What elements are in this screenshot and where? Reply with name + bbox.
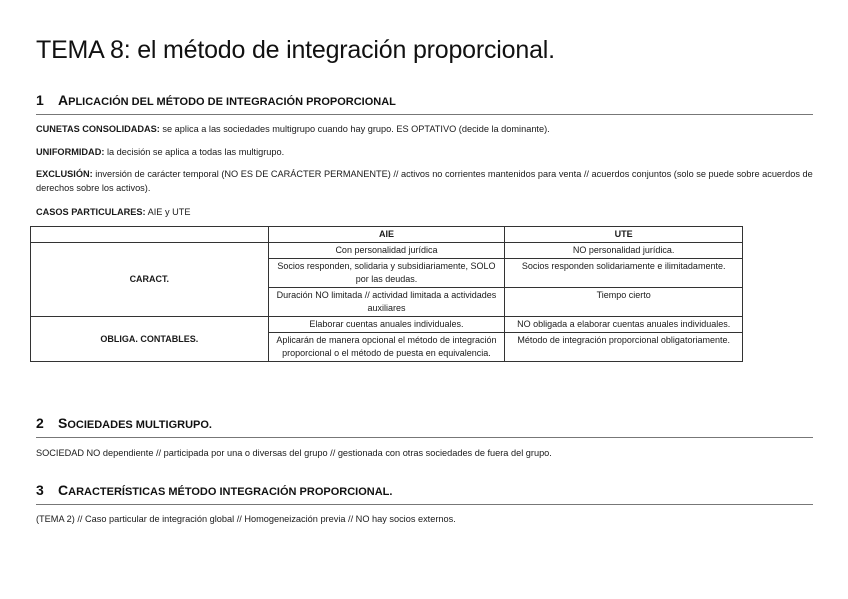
paragraph-text: inversión de carácter temporal (NO ES DE CARÁCTER PERMANENTE) // activos no corrientes mantenidos para venta // acuerdos conjuntos (solo se puede sobre acuerdos de derechos sobre los activos).	[36, 169, 813, 193]
table-header-aie: AIE	[268, 227, 505, 243]
paragraph-text: AIE y UTE	[145, 207, 191, 217]
heading-text: PLICACIÓN DEL MÉTODO DE INTEGRACIÓN PROPORCIONAL	[68, 96, 396, 108]
paragraph-exclusion	[36, 167, 814, 195]
paragraph-label: CASOS PARTICULARES:	[36, 207, 146, 217]
table-cell-aie: Aplicarán de manera opcional el método de integración proporcional o el método de puesta en equivalencia.	[268, 333, 505, 362]
table-header-empty	[31, 227, 269, 243]
paragraph-consolidated-accounts	[36, 122, 814, 136]
table-cell-ute: Socios responden solidariamente e ilimitadamente.	[505, 259, 743, 288]
paragraph-text: la decisión se aplica a todas las multigrupo.	[104, 147, 285, 157]
heading-text: ARACTERÍSTICAS MÉTODO INTEGRACIÓN PROPORCIONAL.	[68, 486, 393, 498]
section-number: 1	[36, 92, 44, 108]
paragraph-label: CUNETAS CONSOLIDADAS:	[36, 124, 160, 134]
table-cell-aie: Socios responden, solidaria y subsidiariamente, SOLO por las deudas.	[268, 259, 505, 288]
table-cell-aie: Duración NO limitada // actividad limitada a actividades auxiliares	[268, 288, 505, 317]
section-number: 2	[36, 415, 44, 431]
paragraph-label: EXCLUSIÓN:	[36, 169, 93, 179]
table-cell-aie: Con personalidad jurídica	[268, 243, 505, 259]
table-cell-ute: Método de integración proporcional obligatoriamente.	[505, 333, 743, 362]
heading-initial: C	[58, 482, 69, 498]
comparison-table	[30, 226, 743, 362]
row-group-characteristics: CARACT.	[31, 243, 269, 317]
document-title: TEMA 8: el método de integración proporcional.	[36, 36, 555, 64]
table-row	[31, 317, 743, 333]
paragraph-uniformity	[36, 145, 814, 159]
table-cell-ute: Tiempo cierto	[505, 288, 743, 317]
paragraph-characteristics: (TEMA 2) // Caso particular de integración global // Homogeneización previa // NO hay socios externos.	[36, 514, 456, 524]
row-group-accounting-obligations: OBLIGA. CONTABLES.	[31, 317, 269, 362]
section-1-heading	[36, 92, 813, 115]
table-cell-aie: Elaborar cuentas anuales individuales.	[268, 317, 505, 333]
section-number: 3	[36, 482, 44, 498]
heading-text: OCIEDADES MULTIGRUPO.	[67, 419, 212, 431]
table-row	[31, 243, 743, 259]
table-cell-ute: NO personalidad jurídica.	[505, 243, 743, 259]
heading-initial: A	[58, 92, 69, 108]
paragraph-text: se aplica a las sociedades multigrupo cuando hay grupo. ES OPTATIVO (decide la dominante).	[159, 124, 550, 134]
table-header-ute: UTE	[505, 227, 743, 243]
table-cell-ute: NO obligada a elaborar cuentas anuales individuales.	[505, 317, 743, 333]
table-header-row	[31, 227, 743, 243]
paragraph-special-cases	[36, 205, 814, 219]
paragraph-label: UNIFORMIDAD:	[36, 147, 105, 157]
section-2-heading	[36, 415, 813, 438]
paragraph-multigroup: SOCIEDAD NO dependiente // participada por una o diversas del grupo // gestionada con otras sociedades de fuera del grupo.	[36, 448, 552, 458]
heading-initial: S	[58, 415, 68, 431]
section-3-heading	[36, 482, 813, 505]
